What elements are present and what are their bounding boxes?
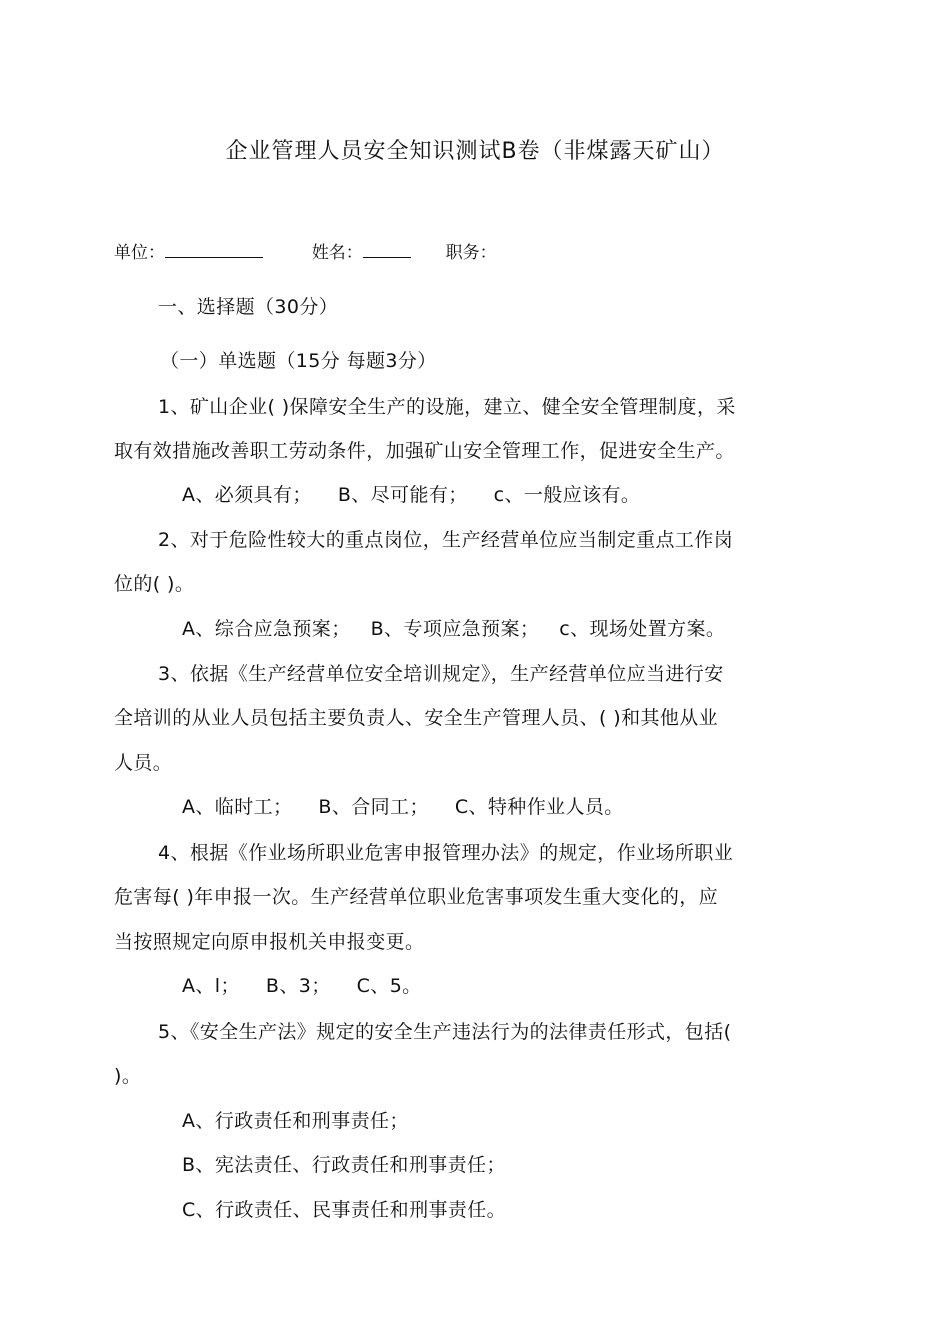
- question-2-line-1: 2、对于危险性较大的重点岗位，生产经营单位应当制定重点工作岗: [158, 529, 734, 551]
- question-5-option-c: C、行政责任、民事责任和刑事责任。: [182, 1199, 507, 1221]
- question-4-line-1: 4、根据《作业场所职业危害申报管理办法》的规定，作业场所职业: [158, 842, 734, 864]
- page-title: 企业管理人员安全知识测试B卷（非煤露天矿山）: [225, 139, 725, 164]
- section-heading: 一、选择题（30分）: [158, 296, 339, 318]
- question-4-line-3: 当按照规定向原申报机关申报变更。: [114, 931, 425, 953]
- question-3-line-3: 人员。: [114, 752, 173, 774]
- question-4-options: [182, 971, 422, 998]
- question-2-options: [182, 614, 725, 641]
- question-3-options: [182, 792, 624, 819]
- question-5-line-2: )。: [114, 1065, 142, 1087]
- option-a: A、临时工；: [182, 796, 293, 818]
- position-label: 职务：: [445, 243, 497, 263]
- subsection-heading: （一）单选题（15分 每题3分）: [160, 350, 437, 372]
- question-1-options: [182, 480, 640, 507]
- option-b: B、3；: [265, 975, 331, 997]
- question-1-line-2: 取有效措施改善职工劳动条件，加强矿山安全管理工作，促进安全生产。: [114, 440, 735, 462]
- question-5-line-1: 5、《安全生产法》规定的安全生产违法行为的法律责任形式，包括(: [158, 1021, 732, 1043]
- info-row: [114, 238, 497, 263]
- option-c: C、特种作业人员。: [454, 796, 624, 818]
- option-c: C、5。: [356, 975, 422, 997]
- option-a: A、综合应急预案；: [182, 618, 351, 640]
- question-3-line-2: 全培训的从业人员包括主要负责人、安全生产管理人员、( )和其他从业: [114, 707, 719, 729]
- question-5-option-b: B、宪法责任、行政责任和刑事责任；: [182, 1154, 506, 1176]
- option-c: c、现场处置方案。: [559, 618, 726, 640]
- option-b: B、专项应急预案；: [370, 618, 540, 640]
- question-4-line-2: 危害每( )年申报一次。生产经营单位职业危害事项发生重大变化的，应: [114, 886, 719, 908]
- question-1-line-1: 1、矿山企业( )保障安全生产的设施，建立、健全安全管理制度，采: [158, 396, 736, 418]
- option-a: A、必须具有；: [182, 484, 312, 506]
- option-b: B、尽可能有；: [337, 484, 468, 506]
- option-c: c、一般应该有。: [493, 484, 641, 506]
- option-a: A、l；: [182, 975, 240, 997]
- unit-blank[interactable]: [165, 239, 263, 258]
- name-label: 姓名：: [311, 243, 363, 263]
- unit-label: 单位：: [114, 243, 165, 263]
- question-3-line-1: 3、依据《生产经营单位安全培训规定》，生产经营单位应当进行安: [158, 663, 724, 685]
- name-blank[interactable]: [363, 239, 411, 258]
- option-b: B、合同工；: [318, 796, 429, 818]
- question-2-line-2: 位的( )。: [114, 573, 195, 595]
- question-5-option-a: A、行政责任和刑事责任；: [182, 1110, 409, 1132]
